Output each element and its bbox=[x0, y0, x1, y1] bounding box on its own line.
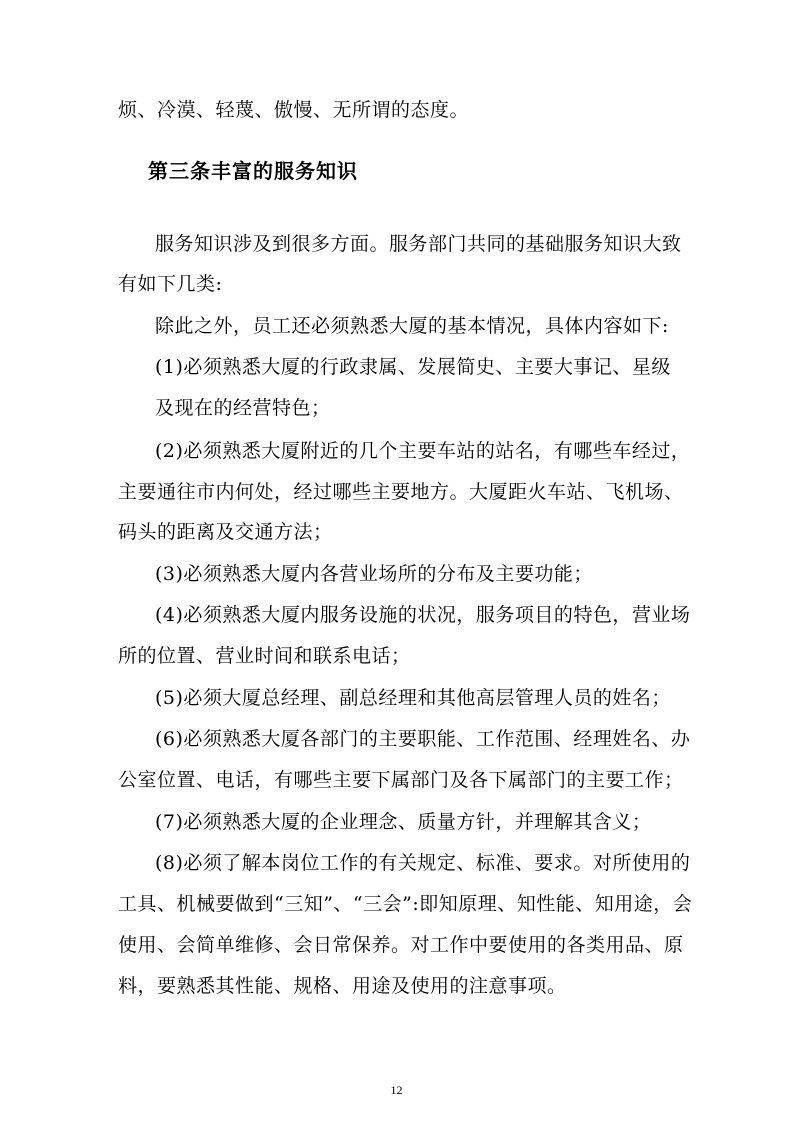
list-item-line: 工具、机械要做到“三知”、“三会”:即知原理、知性能、知用途，会 bbox=[118, 893, 693, 915]
section-heading: 第三条丰富的服务知识 bbox=[148, 159, 358, 183]
list-item-line: (7)必须熟悉大厦的企业理念、质量方针，并理解其含义； bbox=[155, 811, 652, 833]
list-item-line: 使用、会简单维修、会日常保养。对工作中要使用的各类用品、原 bbox=[118, 934, 684, 956]
list-item-line: 料，要熟悉其性能、规格、用途及使用的注意事项。 bbox=[118, 975, 567, 997]
list-item-line: (4)必须熟悉大厦内服务设施的状况，服务项目的特色，营业场 bbox=[155, 604, 691, 626]
list-item-line: (2)必须熟悉大厦附近的几个主要车站的站名，有哪些车经过， bbox=[155, 440, 691, 462]
list-item-line: (1)必须熟悉大厦的行政隶属、发展简史、主要大事记、星级 bbox=[155, 356, 671, 378]
list-item-line: 码头的距离及交通方法； bbox=[118, 521, 333, 543]
continuation-text: 烦、冷漠、轻蔑、傲慢、无所谓的态度。 bbox=[118, 99, 470, 121]
list-item-line: 公室位置、电话，有哪些主要下属部门及各下属部门的主要工作； bbox=[118, 769, 684, 791]
list-item-line: (3)必须熟悉大厦内各营业场所的分布及主要功能； bbox=[155, 563, 593, 585]
list-item-line: 主要通往市内何处，经过哪些主要地方。大厦距火车站、飞机场、 bbox=[118, 481, 684, 503]
list-item-line: (6)必须熟悉大厦各部门的主要职能、工作范围、经理姓名、办 bbox=[155, 728, 691, 750]
page-number: 12 bbox=[390, 1083, 403, 1097]
list-item-line: (5)必须大厦总经理、副总经理和其他高层管理人员的姓名； bbox=[155, 687, 671, 709]
list-item-line: 所的位置、营业时间和联系电话； bbox=[118, 645, 411, 667]
paragraph-line: 有如下几类: bbox=[118, 273, 223, 295]
list-item-line: 及现在的经营特色； bbox=[155, 397, 331, 419]
paragraph-line: 服务知识涉及到很多方面。服务部门共同的基础服务知识大致 bbox=[155, 233, 682, 255]
paragraph-line: 除此之外，员工还必须熟悉大厦的基本情况，具体内容如下: bbox=[155, 315, 669, 337]
list-item-line: (8)必须了解本岗位工作的有关规定、标准、要求。对所使用的 bbox=[155, 852, 691, 874]
